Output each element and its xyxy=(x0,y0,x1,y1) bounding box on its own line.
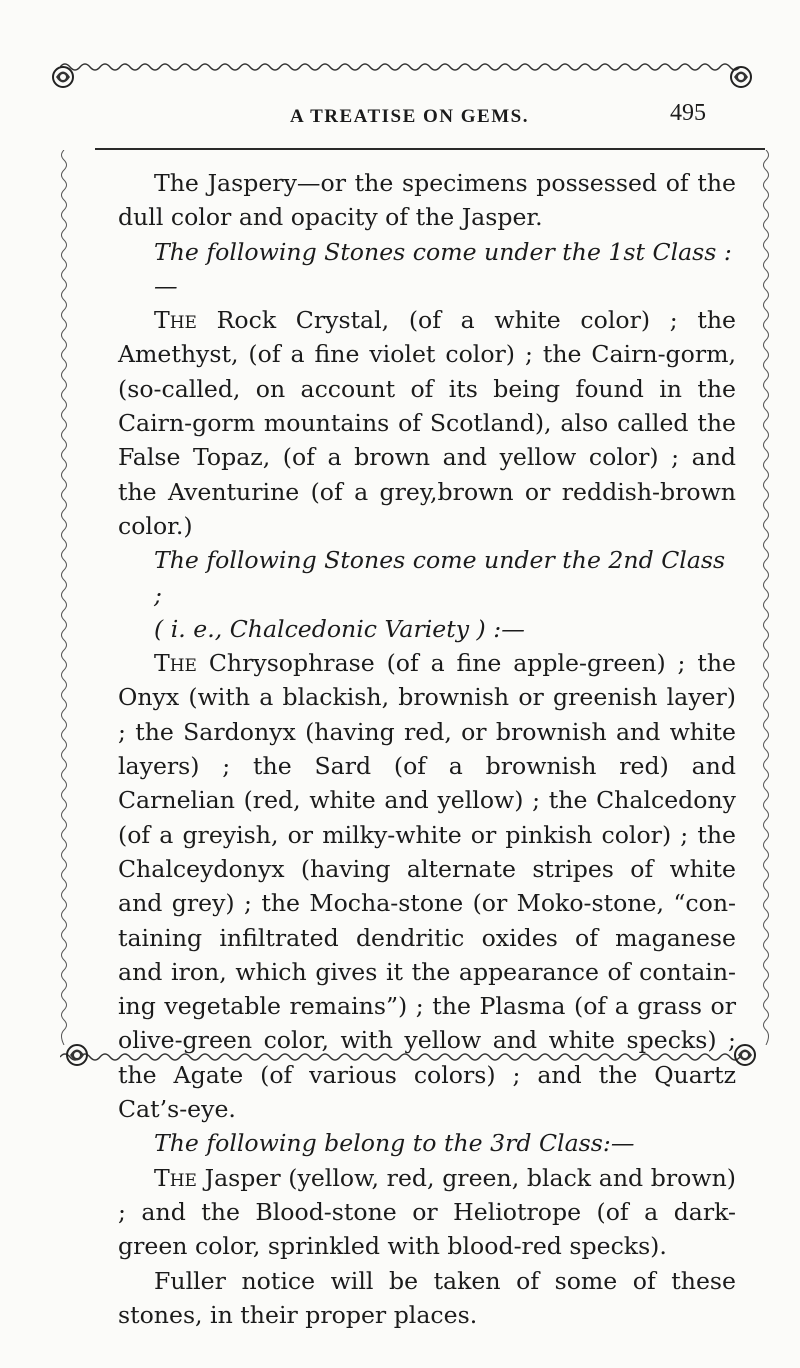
heading-second-class-variety: ( i. e., Chalcedonic Variety ) :— xyxy=(154,614,525,643)
running-head: A TREATISE ON GEMS. xyxy=(290,106,529,127)
header-rule xyxy=(95,148,765,150)
paragraph-second-class xyxy=(118,646,736,1126)
paragraph-first-class xyxy=(118,303,736,543)
floral-ornament-icon xyxy=(726,62,756,92)
heading-first-class: The following Stones come under the 1st Class :— xyxy=(154,237,732,300)
paragraph-text: Jasper (yellow, red, green, black and brown) ; and the Blood-stone or Heliotrope (of a dark-green color, sprinkled with blood-red specks). xyxy=(118,1163,736,1261)
heading-second-class: The following Stones come under the 2nd Class ; xyxy=(154,546,726,609)
heading-third-class: The following belong to the 3rd Class:— xyxy=(154,1129,635,1158)
paragraph-third-class xyxy=(118,1161,736,1264)
top-ornamental-border xyxy=(60,60,740,74)
floral-ornament-icon xyxy=(48,62,78,92)
paragraph-fuller-notice: Fuller notice will be taken of some of these stones, in their proper places. xyxy=(118,1266,736,1329)
floral-ornament-icon xyxy=(62,1040,92,1070)
left-ornamental-border xyxy=(58,150,70,1045)
lead-word: The xyxy=(154,1163,197,1192)
lead-word: The xyxy=(154,649,197,678)
paragraph-text: Rock Crystal, (of a white color) ; the Amethyst, (of a fine violet color) ; the Cairn-gorm, (so-called, on account of its being found in the Cairn-gorm mountains of Scotland), also called the False Topaz, (of a brown and yellow color) ; and the Aventurine (of a grey,brown or reddish-brown color.) xyxy=(118,306,736,540)
body-text xyxy=(118,166,736,1332)
page-number: 495 xyxy=(670,100,706,126)
right-ornamental-border xyxy=(760,150,772,1045)
paragraph-jaspery: The Jaspery—or the specimens possessed of the dull color and opacity of the Jasper. xyxy=(118,169,736,232)
lead-word: The xyxy=(154,306,197,335)
paragraph-text: Chrysophrase (of a fine apple-green) ; the Onyx (with a blackish, brownish or greenish layer) ; the Sardonyx (having red, or brownish and white layers) ; the Sard (of a brownish red) and Carnelian (red, white and yellow) ; the Chalcedony (of a greyish, or milky-white or pinkish color) ; the Chalceydonyx (having alternate stripes of white and grey) ; the Mocha-stone (or Moko-stone, “con-taining infiltrated dendritic oxides of maganese and iron, which gives it the appearance of contain-ing vegetable remains”) ; the Plasma (of a grass or olive-green color, with yellow and white specks) ; the Agate (of various colors) ; and the Quartz Cat’s-eye. xyxy=(118,649,736,1124)
